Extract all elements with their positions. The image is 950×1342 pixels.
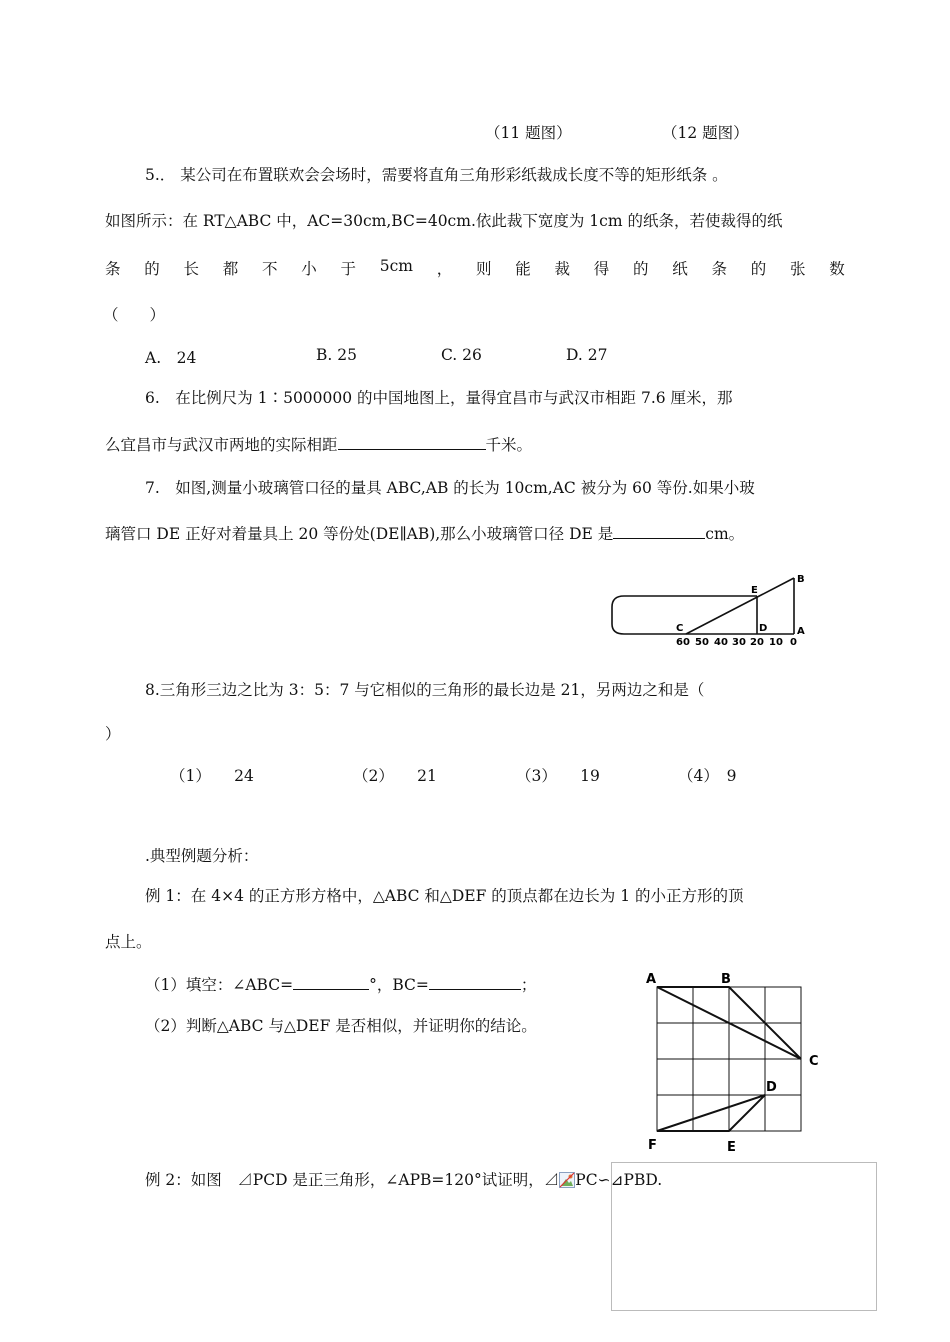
q7-line2-unit: cm。 xyxy=(705,525,745,543)
q8-line2: ） xyxy=(105,725,121,743)
q7-line2 xyxy=(105,522,744,544)
grid-label-e: E xyxy=(727,1140,736,1155)
q7-line2-text: 璃管口 DE 正好对着量具上 20 等份处(DE∥AB),那么小玻璃管口径 DE 是 xyxy=(105,525,614,543)
ex2-text: 例 2：如图 ⊿PCD 是正三角形，∠APB=120°试证明，⊿ xyxy=(145,1171,560,1189)
gauge-label-c: C xyxy=(676,623,684,634)
broken-image-icon xyxy=(559,1172,575,1188)
gauge-tick-60: 60 xyxy=(676,637,690,648)
q5-word: 的 xyxy=(632,260,649,278)
ex2-figure-placeholder xyxy=(611,1162,877,1311)
q5-line3 xyxy=(105,257,845,279)
ex2-text-end: PC∽⊿PBD. xyxy=(575,1171,663,1189)
q5-word: 条 xyxy=(105,260,121,278)
grid-label-c: C xyxy=(809,1054,819,1069)
q5-word: 条 xyxy=(711,260,727,278)
ex1-part1-end: ； xyxy=(520,976,537,994)
q6-line2-text: 么宜昌市与武汉市两地的实际相距 xyxy=(105,436,338,454)
ex1-angle-blank[interactable] xyxy=(293,974,369,991)
q5-word: 张 xyxy=(789,260,806,278)
ex1-grid-figure xyxy=(640,965,830,1157)
ex1-part1-label: （1）填空：∠ABC= xyxy=(145,976,294,994)
ex2-line xyxy=(145,1168,662,1190)
q5-word: 裁 xyxy=(554,260,570,278)
q6-line2 xyxy=(105,433,532,455)
q5-word: 的 xyxy=(144,260,160,278)
q7-line1: 7. 如图,测量小玻璃管口径的量具 ABC,AB 的长为 10cm,AC 被分为 60 等份.如果小玻 xyxy=(145,479,755,497)
ex1-bc-blank[interactable] xyxy=(429,974,521,991)
q8-option-2: （2） 21 xyxy=(353,767,437,785)
q6-answer-blank[interactable] xyxy=(338,434,486,451)
q5-word: 的 xyxy=(750,260,767,278)
figure-11-caption: （11 题图） xyxy=(485,124,572,142)
q5-word: 则 xyxy=(475,260,492,278)
gauge-tick-10: 10 xyxy=(769,637,783,648)
q5-option-a: A. 24 xyxy=(145,349,197,367)
grid-lines xyxy=(657,987,801,1131)
q5-line1: 5.． 某公司在布置联欢会会场时，需要将直角三角形彩纸裁成长度不等的矩形纸条 。 xyxy=(145,166,728,184)
ex1-part1 xyxy=(145,973,536,995)
grid-label-f: F xyxy=(648,1138,657,1153)
gauge-tick-30: 30 xyxy=(732,637,746,648)
q5-word: ， xyxy=(436,260,453,278)
grid-label-d: D xyxy=(766,1080,777,1095)
triangle-def xyxy=(657,1095,765,1131)
q5-word: 得 xyxy=(593,260,610,278)
q5-option-d: D. 27 xyxy=(566,346,608,364)
q5-word: 小 xyxy=(301,260,317,278)
q5-word: 5cm xyxy=(379,257,413,275)
gauge-tick-0: 0 xyxy=(790,637,797,648)
q8-line1: 8.三角形三边之比为 3：5：7 与它相似的三角形的最长边是 21，另两边之和是（ xyxy=(145,681,705,699)
q5-word: 纸 xyxy=(672,260,688,278)
section-title: .典型例题分析： xyxy=(145,847,259,865)
grid-label-b: B xyxy=(721,972,731,987)
q6-line2-unit: 千米。 xyxy=(485,436,533,454)
q5-word: 能 xyxy=(515,260,531,278)
gauge-label-a: A xyxy=(797,626,805,637)
gauge-tick-50: 50 xyxy=(695,637,709,648)
q7-answer-blank[interactable] xyxy=(613,523,705,540)
ex1-part2: （2）判断△ABC 与△DEF 是否相似，并证明你的结论。 xyxy=(145,1017,537,1035)
q5-word: 都 xyxy=(222,260,239,278)
gauge-tick-40: 40 xyxy=(714,637,728,648)
ex1-line2: 点上。 xyxy=(105,933,152,951)
gauge-label-b: B xyxy=(797,574,805,585)
figure-12-caption: （12 题图） xyxy=(662,124,749,142)
q8-option-3: （3） 19 xyxy=(516,767,600,785)
gauge-label-d: D xyxy=(759,623,768,634)
q6-line1: 6. 在比例尺为 1∶5000000 的中国地图上，量得宜昌市与武汉市相距 7.6 厘米，那 xyxy=(145,389,733,407)
q8-option-4: （4） 9 xyxy=(678,767,737,785)
ex1-line1: 例 1：在 4×4 的正方形方格中，△ABC 和△DEF 的顶点都在边长为 1 的小正方形的顶 xyxy=(145,887,744,905)
ex1-part1-mid: °，BC= xyxy=(369,976,429,994)
q8-option-1: （1） 24 xyxy=(170,767,254,785)
q5-word: 不 xyxy=(262,260,278,278)
grid-label-a: A xyxy=(646,972,657,987)
q5-line2: 如图所示：在 RT△ABC 中，AC=30cm,BC=40cm.依此裁下宽度为 1cm 的纸条，若使裁得的纸 xyxy=(105,212,783,230)
q5-answer-paren: （ ） xyxy=(103,306,166,324)
q5-word: 于 xyxy=(340,260,357,278)
gauge-tick-20: 20 xyxy=(750,637,764,648)
gauge-line-cb xyxy=(686,578,794,634)
q5-option-b: B. 25 xyxy=(316,346,357,364)
q5-word: 长 xyxy=(183,260,200,278)
q5-option-c: C. 26 xyxy=(441,346,482,364)
q5-word: 数 xyxy=(829,260,845,278)
q7-gauge-figure xyxy=(606,570,816,650)
gauge-label-e: E xyxy=(751,585,758,596)
